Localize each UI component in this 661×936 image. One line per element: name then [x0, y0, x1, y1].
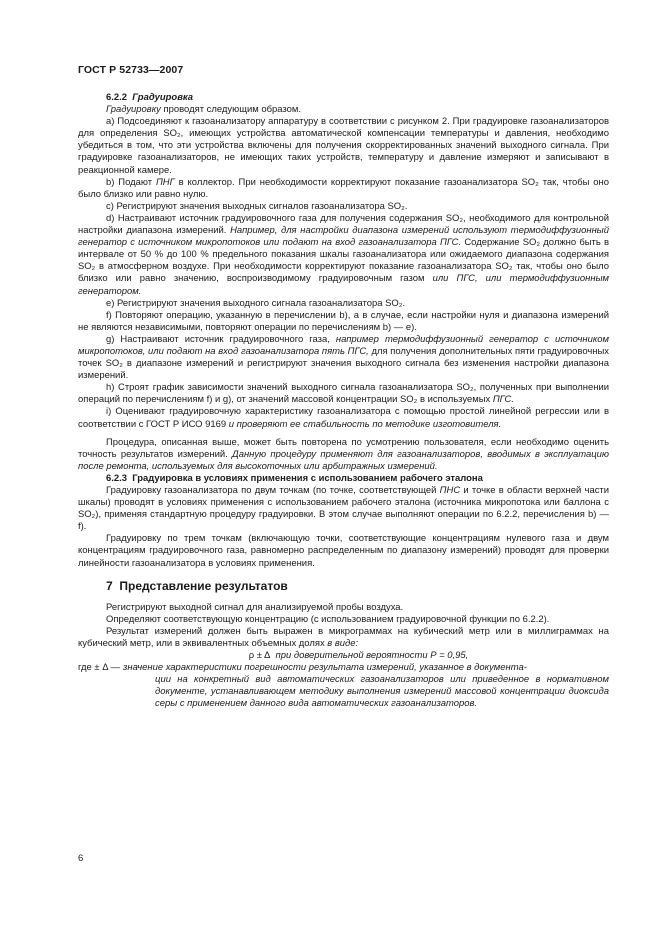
item-h: h) Строят график зависимости значений выходного сигнала газоанализатора SO₂, полученных при выполнении операций по перечислениям f) и g), от значений массовой концентрации SO₂ в используемых ПГС.	[78, 382, 609, 406]
section-7-heading: 7 Представление результатов	[106, 578, 288, 593]
section-7-paragraph-3: Результат измерений должен быть выражен в микрограммах на кубический метр или в миллиграммах на кубический метр, или в эквивалентных объемных долях в виде:	[78, 625, 609, 649]
item-d: d) Настраивают источник градуировочного газа для получения содержания SO₂, необходимого для контрольной настройки диапазона измерений. Например, для настройки диапазона измерений используют термодиффузионный генератор с источником микропотоков или подают на вход газоанализатора ПГС. Содержание SO₂ должно быть в интервале от 50 % до 100 % предельного показания шкалы газоанализатора или ожидаемого диапазона содержания SO₂ в атмосферном воздухе. При необходимости корректируют показание газоанализатора SO₂ так, чтобы оно было близко или равно значению, воспроизводимому градуировочным газом или ПГС, или термодиффузионным генератором.	[78, 212, 610, 297]
item-a: а) Подсоединяют к газоанализатору аппаратуру в соответствии с рисунком 2. При градуировке газоанализаторов для определения SO₂, имеющих устройства автоматической компенсации температуры и давления, необходимо убедиться в том, что эти устройства включены для получения скорректированных значений выходного сигнала. При градуировке газоанализаторов, не имеющих таких устройств, температуру и давление измеряют и записывают в реакционной камере.	[78, 116, 609, 176]
result-formula: ρ ± Δ при доверительной вероятности Р = 0,95,	[248, 650, 469, 662]
item-e: е) Регистрируют значения выходного сигнала газоанализатора SO₂.	[106, 297, 406, 309]
legend-text: значение характеристики погрешности результата измерений, указанное в документа- ции на конкретный вид автоматических газоанализаторов или приведенное в нормативном документе, устанавливающем методику выполнения измерений массовой концентрации диоксида серы с применением данного вида автоматических газоанализаторов.	[123, 662, 609, 710]
item-b: b) Подают ПНГ в коллектор. При необходимости корректируют показание газоанализатора SO₂ так, чтобы оно было близко или равно нулю.	[78, 176, 609, 200]
repeat-procedure-note: Процедура, описанная выше, может быть повторена по усмотрению пользователя, если необходимо оценить точность результатов измерений. Данную процедуру применяют для газоанализаторов, вводимых в эксплуатацию после ремонта, используемых для высокоточных или арбитражных измерений.	[78, 436, 609, 472]
section-6-2-3-paragraph-2: Градуировку по трем точкам (включающую точки, соответствующие концентрациям нулевого газа и двум концентрациям градуировочного газа, равномерно распределенным по диапазону измерений) проводят для проверки линейности газоанализатора в условиях применения.	[78, 533, 609, 569]
item-i: i) Оценивают градуировочную характеристику газоанализатора с помощью простой линейной регрессии или в соответствии с ГОСТ Р ИСО 9169 и проверяют ее стабильность по методике изготовителя.	[78, 406, 609, 430]
page-number: 6	[78, 853, 84, 864]
spacer	[78, 570, 609, 578]
section-7-paragraph-2: Определяют соответствующую концентрацию (с использованием градуировочной функции по 6.2.2).	[106, 613, 550, 625]
document-header: ГОСТ Р 52733—2007	[78, 64, 184, 76]
section-6-2-3-heading: 6.2.3 Градуировка в условиях применения с использованием рабочего эталона	[106, 472, 483, 484]
section-6-2-2-intro: Градуировку проводят следующим образом.	[106, 104, 301, 116]
item-c: с) Регистрируют значения выходных сигналов газоанализатора SO₂.	[106, 200, 408, 212]
page-content	[78, 92, 609, 711]
section-6-2-3-paragraph-1: Градуировку газоанализатора по двум точкам (по точке, соответствующей ПНС и точке в области верхней части шкалы) проводят в условиях применения с использованием рабочего эталона (источника микропотока или баллона с SO₂), применяя стандартную процедуру градуировки. В этом случае выполняют операции по 6.2.2, перечисления b) — f).	[78, 485, 610, 533]
section-7-paragraph-1: Регистрируют выходной сигнал для анализируемой пробы воздуха.	[106, 601, 404, 613]
legend-symbol: где ± Δ —	[78, 662, 121, 674]
spacer	[78, 594, 609, 602]
formula-legend	[78, 662, 609, 710]
item-f: f) Повторяют операцию, указанную в перечислении b), а в случае, если настройки нуля и диапазона измерений не являются независимыми, повторяют операции по перечислениям b) — e).	[78, 309, 609, 333]
item-g: g) Настраивают источник градуировочного газа, например термодиффузионный генератор с источником микропотоков, или подают на вход газоанализатора пять ПГС, для получения дополнительных пяти градуировочных точек SO₂ в диапазоне измерений и регистрируют значения выходного сигнала без изменения настройки диапазона измерений.	[78, 333, 609, 382]
section-6-2-2-heading: 6.2.2 Градуировка	[106, 92, 194, 103]
